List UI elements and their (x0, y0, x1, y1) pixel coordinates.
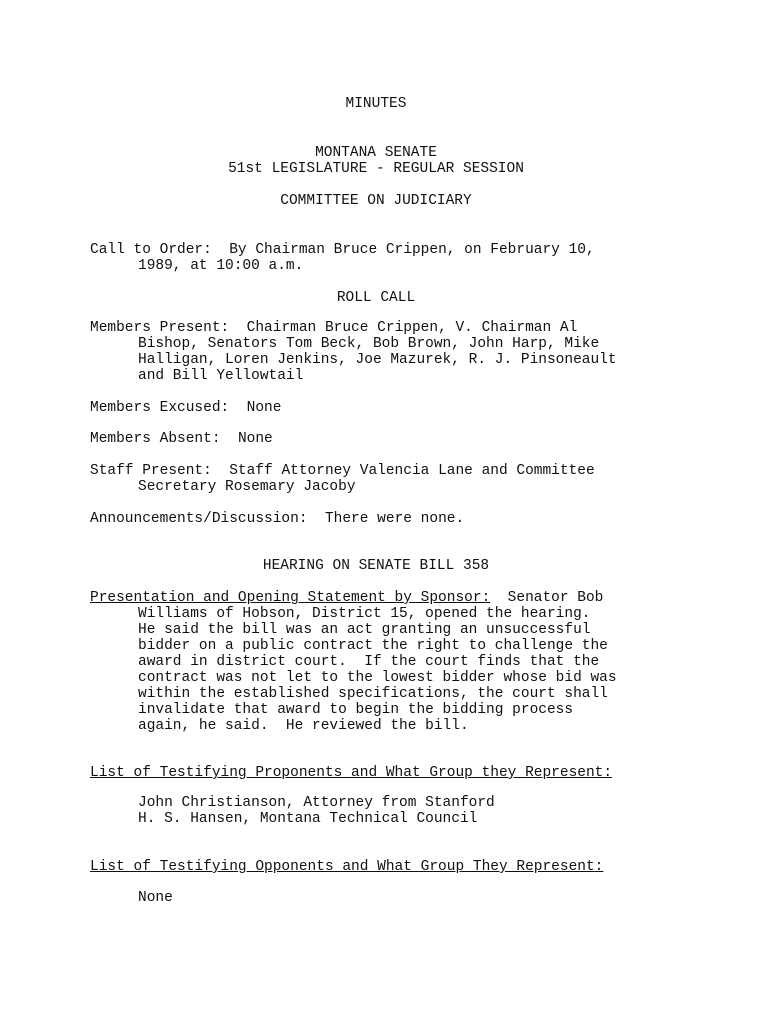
presentation-label: Presentation and Opening Statement by Sponsor: (90, 590, 491, 606)
hearing-heading: HEARING ON SENATE BILL 358 (262, 558, 490, 574)
committee-name: COMMITTEE ON JUDICIARY (280, 193, 472, 209)
presentation-line: bidder on a public contract the right to challenge the (138, 638, 608, 654)
members-excused-value: None (246, 400, 282, 416)
opponents-value: None (138, 890, 173, 906)
proponent-item: John Christianson, Attorney from Stanford (138, 795, 495, 811)
members-absent (90, 431, 273, 447)
presentation-line: Williams of Hobson, District 15, opened the hearing. (138, 606, 591, 622)
staff-present-line2: Secretary Rosemary Jacoby (138, 479, 356, 495)
proponent-item: H. S. Hansen, Montana Technical Council (138, 811, 478, 827)
members-excused-label: Members Excused: (90, 400, 230, 416)
members-excused (90, 400, 281, 416)
members-present-line: and Bill Yellowtail (138, 368, 304, 384)
presentation-line: award in district court. If the court finds that the (138, 654, 600, 670)
presentation-line: He said the bill was an act granting an unsuccessful (138, 622, 591, 638)
members-absent-value: None (237, 431, 273, 447)
members-present-line: Chairman Bruce Crippen, V. Chairman Al (246, 320, 578, 336)
presentation-line: contract was not let to the lowest bidder whose bid was (138, 670, 617, 686)
announcements-value: There were none. (324, 511, 465, 527)
members-present-line: Bishop, Senators Tom Beck, Bob Brown, John Harp, Mike (138, 336, 600, 352)
call-to-order-line1: By Chairman Bruce Crippen, on February 10, (229, 242, 595, 258)
staff-present-line1: Staff Attorney Valencia Lane and Committee (229, 463, 595, 479)
call-to-order-label: Call to Order: (90, 242, 212, 258)
presentation-line: again, he said. He reviewed the bill. (138, 718, 469, 734)
members-present (90, 320, 577, 336)
members-absent-label: Members Absent: (90, 431, 221, 447)
presentation-line: Senator Bob (507, 590, 604, 606)
staff-present-label: Staff Present: (90, 463, 212, 479)
members-present-line: Halligan, Loren Jenkins, Joe Mazurek, R. J. Pinsoneault (138, 352, 617, 368)
members-present-label: Members Present: (90, 320, 230, 336)
session-name: 51st LEGISLATURE - REGULAR SESSION (228, 161, 524, 177)
staff-present (90, 463, 595, 479)
roll-call-heading: ROLL CALL (336, 290, 416, 306)
body-name: MONTANA SENATE (315, 145, 437, 161)
announcements-label: Announcements/Discussion: (90, 511, 308, 527)
presentation-line: within the established specifications, the court shall (138, 686, 608, 702)
call-to-order-line2: 1989, at 10:00 a.m. (138, 258, 304, 274)
opponents-heading: List of Testifying Opponents and What Group They Represent: (90, 859, 604, 875)
presentation-line: invalidate that award to begin the bidding process (138, 702, 574, 718)
presentation-statement (90, 590, 603, 606)
proponents-heading: List of Testifying Proponents and What Group they Represent: (90, 765, 613, 781)
announcements (90, 511, 464, 527)
call-to-order (90, 242, 595, 258)
document-title: MINUTES (345, 96, 407, 112)
